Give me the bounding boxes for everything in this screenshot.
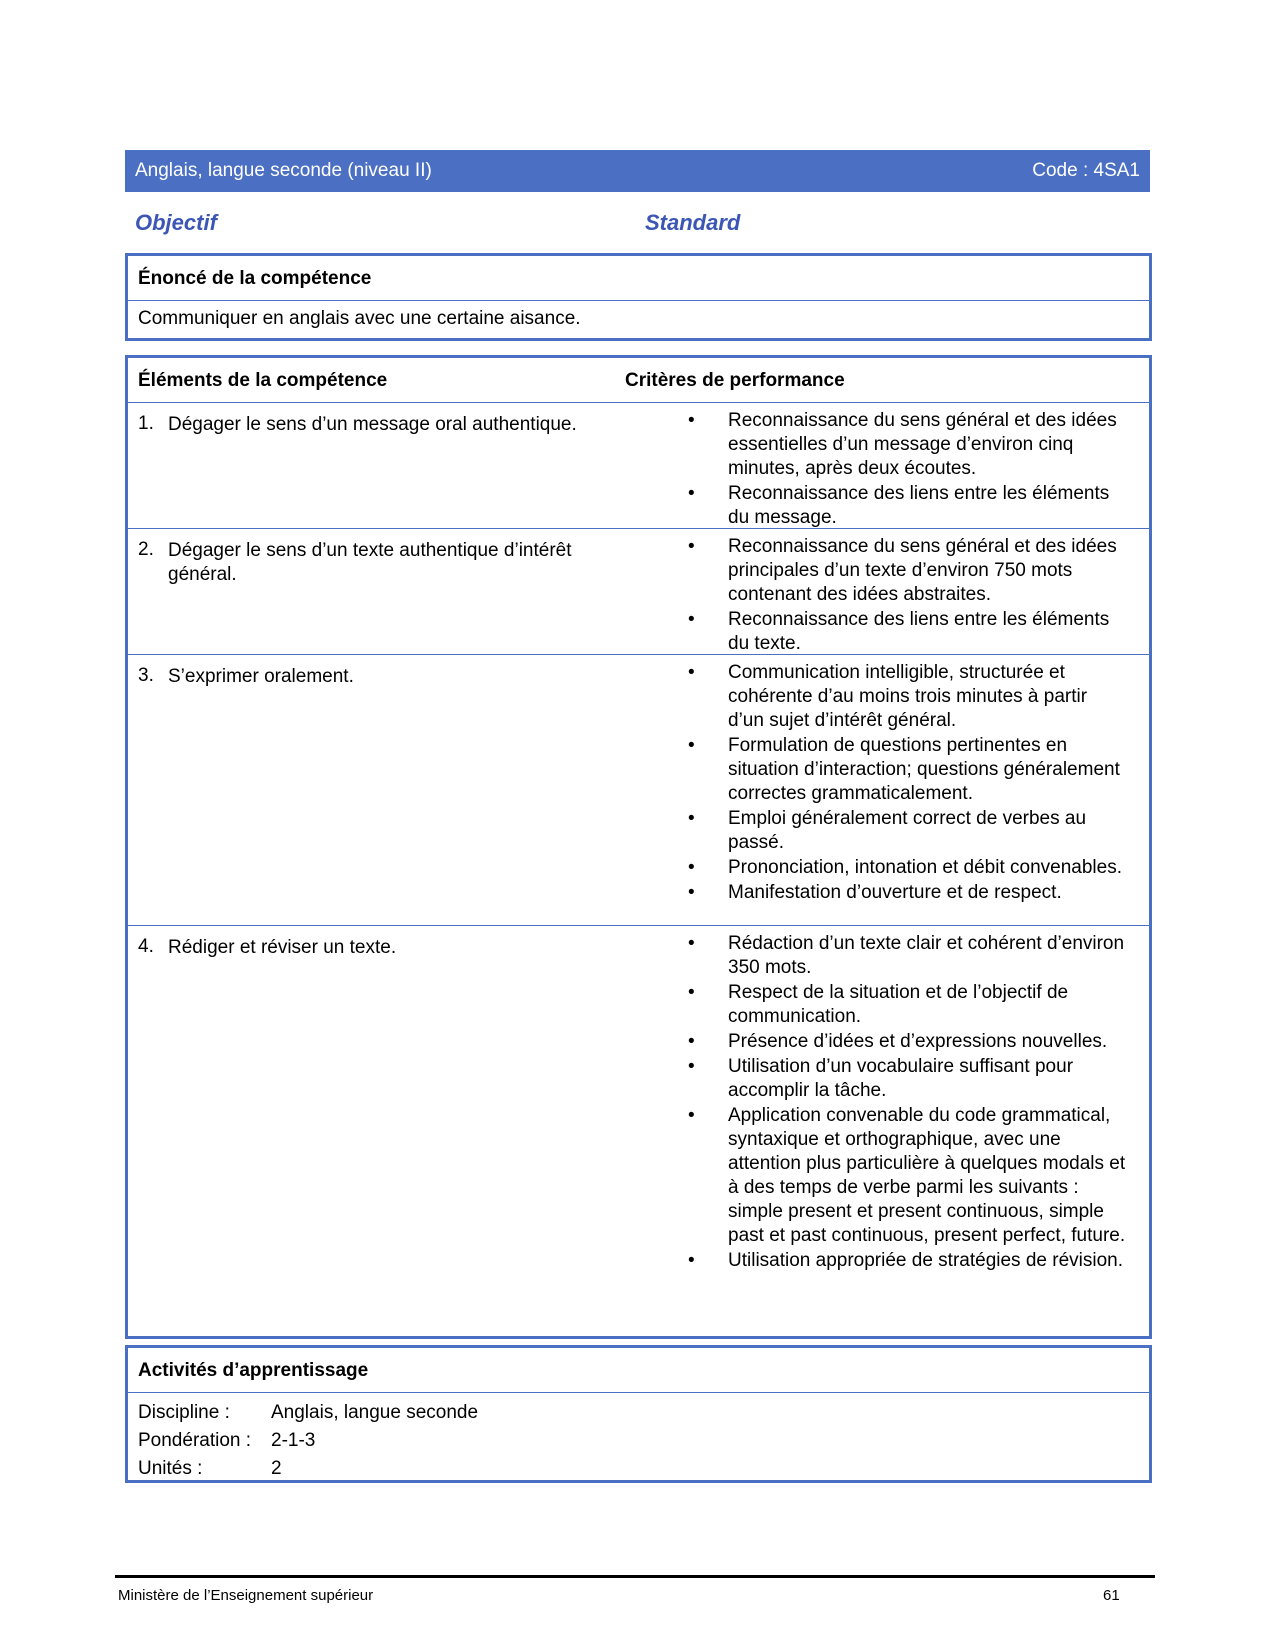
criterion: • Reconnaissance des liens entre les éléments du texte. <box>688 608 1128 656</box>
criterion: • Utilisation d’un vocabulaire suffisant pour accomplir la tâche. <box>688 1055 1128 1103</box>
element-number: 4. <box>138 936 154 957</box>
criteria-list <box>688 535 1128 657</box>
element-text: Dégager le sens d’un texte authentique d’intérêt général. <box>168 540 572 585</box>
discipline-label: Discipline : <box>138 1402 230 1423</box>
elements-header-row <box>128 358 1149 402</box>
criterion: • Prononciation, intonation et débit convenables. <box>688 856 1128 880</box>
objectif-label: Objectif <box>135 210 217 235</box>
activites-heading: Activités d’apprentissage <box>138 1360 369 1381</box>
element-text: Dégager le sens d’un message oral authentique. <box>168 414 577 435</box>
criterion: • Respect de la situation et de l’objectif de communication. <box>688 981 1128 1029</box>
objective-row <box>135 210 741 236</box>
criteria-list <box>688 661 1128 906</box>
element-number: 3. <box>138 665 154 686</box>
criterion: • Emploi généralement correct de verbes au passé. <box>688 807 1128 855</box>
criterion: • Présence d’idées et d’expressions nouvelles. <box>688 1030 1128 1054</box>
discipline-value: Anglais, langue seconde <box>271 1402 479 1423</box>
unites-label: Unités : <box>138 1458 203 1479</box>
activites-box <box>125 1345 1152 1483</box>
elements-box <box>125 355 1152 1339</box>
discipline-line <box>128 1399 1149 1427</box>
standard-label: Standard <box>645 210 741 235</box>
element-row-4 <box>128 925 1149 1330</box>
element-text: Rédiger et réviser un texte. <box>168 937 397 958</box>
criterion: • Application convenable du code grammatical, syntaxique et orthographique, avec une attention plus particulière à quelques modals et à des temps de verbe parmi les suivants : simple present et present continuous, simple past et past continuous, present perfect, future. <box>688 1104 1128 1248</box>
enonce-heading: Énoncé de la compétence <box>138 268 372 289</box>
element-row-3 <box>128 654 1149 925</box>
ponderation-line <box>128 1427 1149 1455</box>
page-number: 61 <box>1103 1587 1120 1604</box>
course-title: Anglais, langue seconde (niveau II) <box>135 160 432 181</box>
element-row-1 <box>128 402 1149 528</box>
element-number: 1. <box>138 413 154 434</box>
footer-rule <box>115 1575 1155 1578</box>
ponderation-value: 2-1-3 <box>271 1430 316 1451</box>
criterion: • Reconnaissance du sens général et des idées essentielles d’un message d’environ cinq minutes, après deux écoutes. <box>688 409 1128 481</box>
criterion: • Formulation de questions pertinentes en situation d’interaction; questions généralement correctes grammaticalement. <box>688 734 1128 806</box>
enonce-box <box>125 253 1152 341</box>
criterion: • Reconnaissance des liens entre les éléments du message. <box>688 482 1128 530</box>
footer-ministry: Ministère de l’Enseignement supérieur <box>118 1587 374 1604</box>
criterion: • Reconnaissance du sens général et des idées principales d’un texte d’environ 750 mots contenant des idées abstraites. <box>688 535 1128 607</box>
unites-value: 2 <box>271 1458 282 1479</box>
unites-line <box>128 1455 1149 1483</box>
elements-heading: Éléments de la compétence <box>138 370 388 391</box>
criteria-heading: Critères de performance <box>625 370 845 391</box>
criteria-list <box>688 409 1128 531</box>
criteria-list <box>688 932 1128 1274</box>
element-number: 2. <box>138 539 154 560</box>
criterion: • Manifestation d’ouverture et de respect. <box>688 881 1128 905</box>
criterion: • Rédaction d’un texte clair et cohérent d’environ 350 mots. <box>688 932 1128 980</box>
criterion: • Utilisation appropriée de stratégies de révision. <box>688 1249 1128 1273</box>
criterion: • Communication intelligible, structurée et cohérente d’au moins trois minutes à partir d’un sujet d’intérêt général. <box>688 661 1128 733</box>
header-bar <box>125 150 1150 192</box>
ponderation-label: Pondération : <box>138 1430 252 1451</box>
course-code: Code : 4SA1 <box>1032 160 1140 181</box>
element-text: S’exprimer oralement. <box>168 666 354 687</box>
enonce-text: Communiquer en anglais avec une certaine aisance. <box>138 308 581 329</box>
element-row-2 <box>128 528 1149 654</box>
